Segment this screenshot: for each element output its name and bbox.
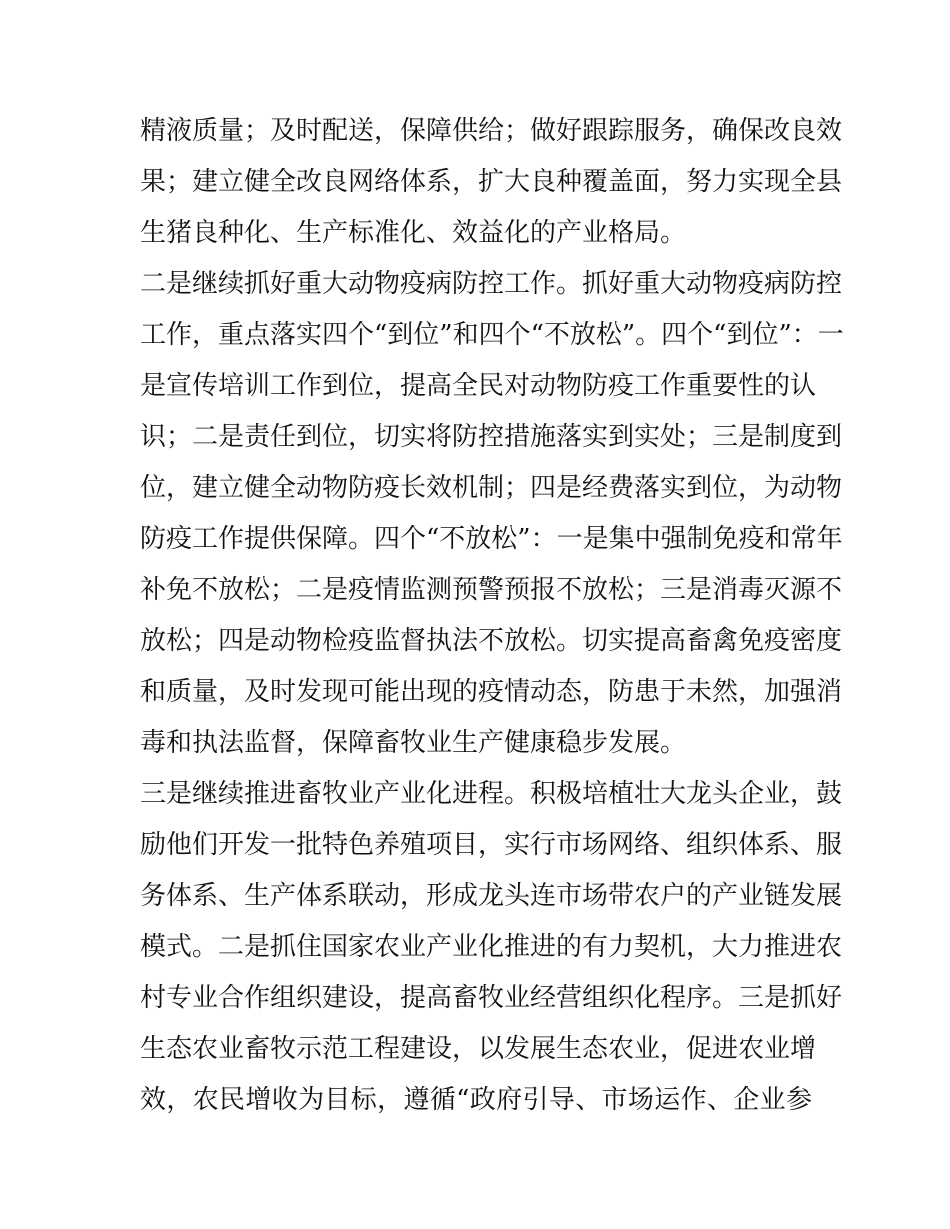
text-line: 村专业合作组织建设，提高畜牧业经营组织化程序。三是抓好 [140, 983, 843, 1013]
text-line: 毒和执法监督，保障畜牧业生产健康稳步发展。 [140, 728, 687, 758]
text-line: 务体系、生产体系联动，形成龙头连市场带农户的产业链发展 [140, 881, 843, 911]
text-line: 识；二是责任到位，切实将防控措施落实到实处；三是制度到 [140, 422, 843, 452]
text-line: 和质量，及时发现可能出现的疫情动态，防患于未然，加强消 [140, 677, 843, 707]
text-line: 果；建立健全改良网络体系，扩大良种覆盖面，努力实现全县 [140, 167, 843, 197]
text-line: 生态农业畜牧示范工程建设，以发展生态农业，促进农业增 [140, 1034, 817, 1064]
text-line: 三是继续推进畜牧业产业化进程。积极培植壮大龙头企业，鼓 [140, 779, 843, 809]
text-line: 模式。二是抓住国家农业产业化推进的有力契机，大力推进农 [140, 932, 843, 962]
body-text [140, 106, 844, 1126]
text-line: 生猪良种化、生产标准化、效益化的产业格局。 [140, 218, 687, 248]
text-line: 补免不放松；二是疫情监测预警预报不放松；三是消毒灭源不 [140, 575, 843, 605]
text-line: 工作，重点落实四个“到位”和四个“不放松”。四个“到位”：一 [140, 320, 844, 350]
text-line: 位，建立健全动物防疫长效机制；四是经费落实到位，为动物 [140, 473, 843, 503]
text-line: 放松；四是动物检疫监督执法不放松。切实提高畜禽免疫密度 [140, 626, 843, 656]
text-line: 励他们开发一批特色养殖项目，实行市场网络、组织体系、服 [140, 830, 843, 860]
text-line: 是宣传培训工作到位，提高全民对动物防疫工作重要性的认 [140, 371, 817, 401]
text-line: 精液质量；及时配送，保障供给；做好跟踪服务，确保改良效 [140, 116, 843, 146]
text-line: 防疫工作提供保障。四个“不放松”：一是集中强制免疫和常年 [140, 524, 843, 554]
text-line: 二是继续抓好重大动物疫病防控工作。抓好重大动物疫病防控 [140, 269, 843, 299]
text-line: 效，农民增收为目标，遵循“政府引导、市场运作、企业参 [140, 1085, 812, 1115]
